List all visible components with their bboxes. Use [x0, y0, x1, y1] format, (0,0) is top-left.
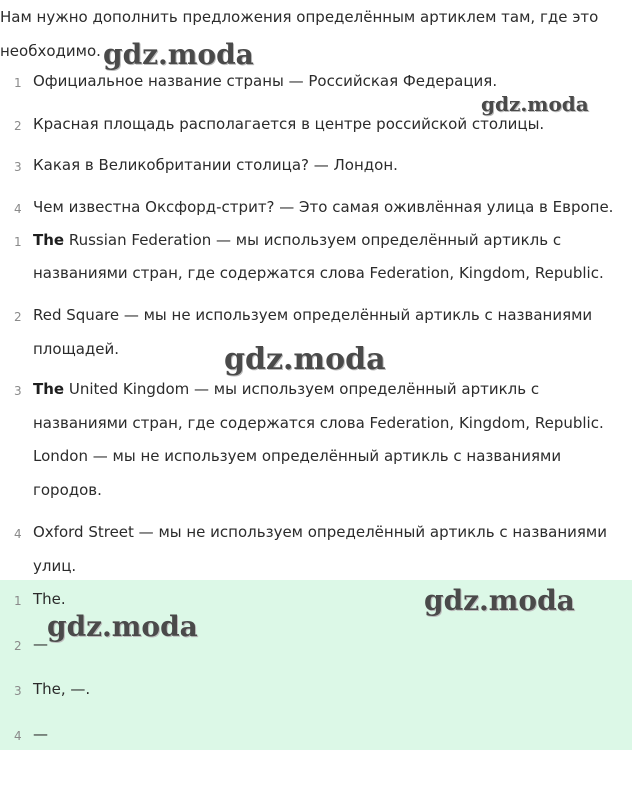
item-number: 2 [14, 310, 22, 324]
task-instruction [0, 0, 600, 68]
sentence-text: Чем известна Оксфорд-стрит? — Это самая оживлённая улица в Европе. [33, 198, 614, 216]
watermark: gdz.moda [47, 610, 198, 643]
sentence-text: Красная площадь располагается в центре российской столицы. [33, 115, 545, 133]
explanation-line: площадей. [33, 340, 120, 358]
explanation-line: улиц. [33, 557, 77, 575]
explanation-line [33, 380, 539, 398]
explanation-text: United Kingdom — мы используем определённый артикль с [64, 380, 540, 398]
explanation-line: названиями стран, где содержатся слова Federation, Kingdom, Republic. [33, 264, 604, 282]
item-number: 4 [14, 729, 22, 743]
answer-text: The. [33, 590, 66, 608]
instruction-line-2: необходимо. [0, 42, 101, 60]
explanation-line [33, 231, 561, 249]
explanation-line: городов. [33, 481, 102, 499]
explanation-line: Red Square — мы не используем определённый артикль с названиями [33, 306, 593, 324]
instruction-line-1: Нам нужно дополнить предложения определённым артиклем там, где это [0, 8, 599, 26]
explanation-line: названиями стран, где содержатся слова Federation, Kingdom, Republic. [33, 414, 604, 432]
sentence-text: Какая в Великобритании столица? — Лондон. [33, 156, 398, 174]
item-number: 3 [14, 384, 22, 398]
item-number: 4 [14, 527, 22, 541]
explanation-text: Russian Federation — мы используем определённый артикль с [64, 231, 562, 249]
explanation-line: Oxford Street — мы не используем определённый артикль с названиями [33, 523, 607, 541]
watermark: gdz.moda [481, 92, 589, 116]
answer-text: The, —. [33, 680, 91, 698]
answer-text: — [33, 635, 48, 653]
item-number: 1 [14, 235, 22, 249]
watermark: gdz.moda [224, 342, 386, 377]
item-number: 1 [14, 76, 22, 90]
sentence-text: Официальное название страны — Российская Федерация. [33, 72, 498, 90]
watermark: gdz.moda [424, 584, 575, 617]
answer-text: — [33, 725, 48, 743]
explanation-line: London — мы не используем определённый артикль с названиями [33, 447, 562, 465]
article-bold: The [33, 231, 65, 249]
item-number: 4 [14, 202, 22, 216]
article-bold: The [33, 380, 65, 398]
item-number: 1 [14, 594, 22, 608]
item-number: 3 [14, 684, 22, 698]
watermark: gdz.moda [103, 38, 254, 71]
item-number: 2 [14, 639, 22, 653]
item-number: 2 [14, 119, 22, 133]
item-number: 3 [14, 160, 22, 174]
